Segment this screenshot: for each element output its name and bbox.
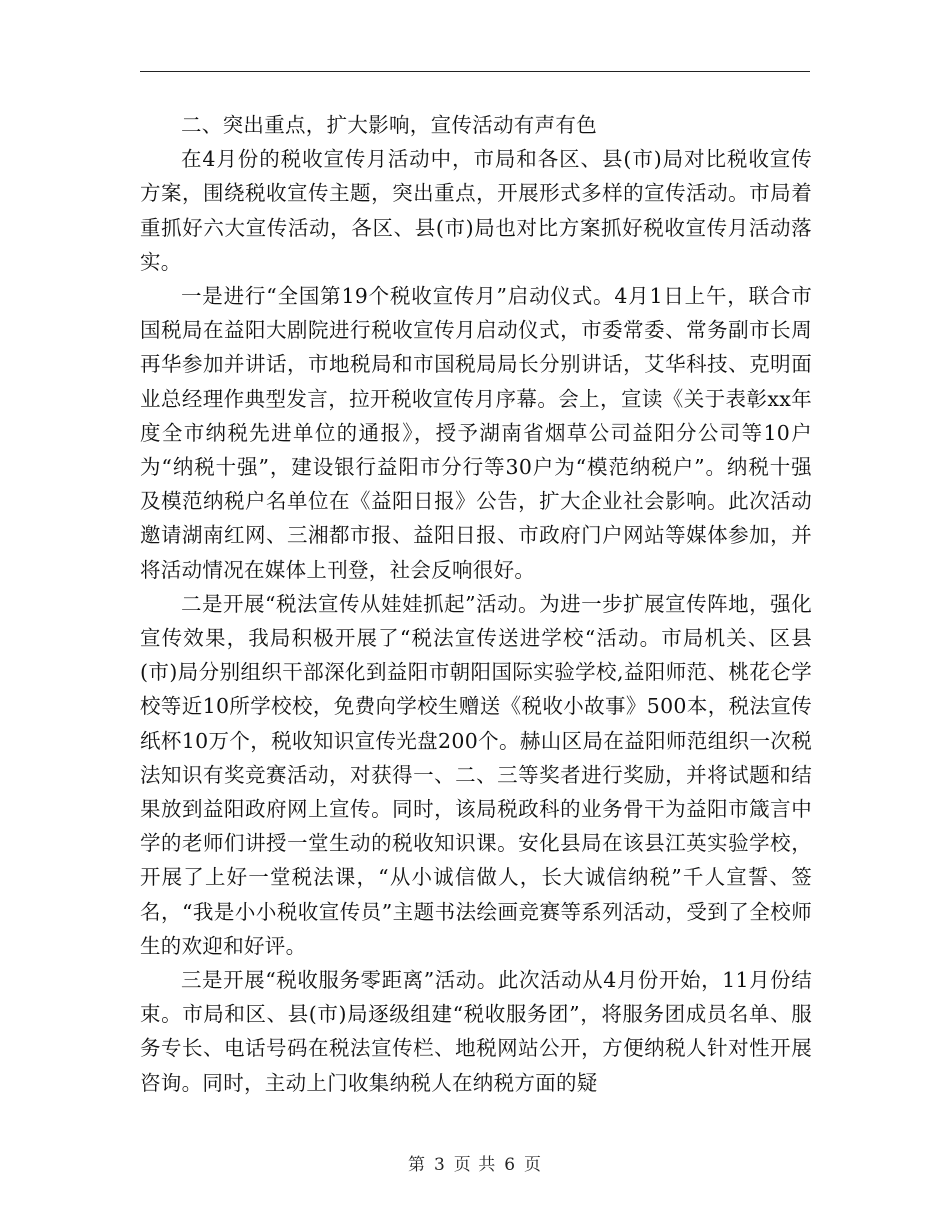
paragraph-service-activity: 三是开展“税收服务零距离”活动。此次活动从4月份开始，11月份结束。市局和区、县(市)局逐级组建“税收服务团”，将服务团成员名单、服务专长、电话号码在税法宣传栏、地税网站公开，方便纳税人针对性开展咨询。同时，主动上门收集纳税人在纳税方面的疑 bbox=[140, 968, 812, 1095]
footer-prefix: 第 bbox=[407, 1155, 426, 1175]
document-body bbox=[140, 108, 812, 1100]
footer-page-number: 3 bbox=[433, 1155, 446, 1175]
header-rule bbox=[140, 71, 810, 72]
paragraph-school-activity: 二是开展“税法宣传从娃娃抓起”活动。为进一步扩展宣传阵地，强化宣传效果，我局积极开展了“税法宣传送进学校“活动。市局机关、区县(市)局分别组织干部深化到益阳市朝阳国际实验学校,益阳师范、桃花仑学校等近10所学校校，免费向学校生赠送《税收小故事》500本，税法宣传纸杯10万个，税收知识宣传光盘200个。赫山区局在益阳师范组织一次税法知识有奖竞赛活动，对获得一、二、三等奖者进行奖励，并将试题和结果放到益阳政府网上宣传。同时，该局税政科的业务骨干为益阳市箴言中学的老师们讲授一堂生动的税收知识课。安化县局在该县江英实验学校，开展了上好一堂税法课，“从小诚信做人，长大诚信纳税”千人宣誓、签名，“我是小小税收宣传员”主题书法绘画竞赛等系列活动，受到了全校师生的欢迎和好评。 bbox=[140, 591, 812, 958]
footer-middle: 页 共 bbox=[453, 1155, 497, 1175]
footer-suffix: 页 bbox=[524, 1155, 543, 1175]
paragraph-intro: 在4月份的税收宣传月活动中，市局和各区、县(市)局对比税收宣传方案，围绕税收宣传主题，突出重点，开展形式多样的宣传活动。市局着重抓好六大宣传活动，各区、县(市)局也对比方案抓好税收宣传月活动落实。 bbox=[140, 147, 812, 274]
footer-total-pages: 6 bbox=[504, 1155, 517, 1175]
section-heading: 二、突出重点，扩大影响，宣传活动有声有色 bbox=[181, 113, 597, 137]
page-footer bbox=[0, 1150, 950, 1175]
paragraph-launch-ceremony: 一是进行“全国第19个税收宣传月”启动仪式。4月1日上午，联合市国税局在益阳大剧院进行税收宣传月启动仪式，市委常委、常务副市长周再华参加并讲话，市地税局和市国税局局长分别讲话，艾华科技、克明面业总经理作典型发言，拉开税收宣传月序幕。会上，宣读《关于表彰xx年度全市纳税先进单位的通报》，授予湖南省烟草公司益阳分公司等10户为“纳税十强”，建设银行益阳市分行等30户为“模范纳税户”。纳税十强及模范纳税户名单位在《益阳日报》公告，扩大企业社会影响。此次活动邀请湖南红网、三湘都市报、益阳日报、市政府门户网站等媒体参加，并将活动情况在媒体上刊登，社会反响很好。 bbox=[140, 284, 812, 582]
